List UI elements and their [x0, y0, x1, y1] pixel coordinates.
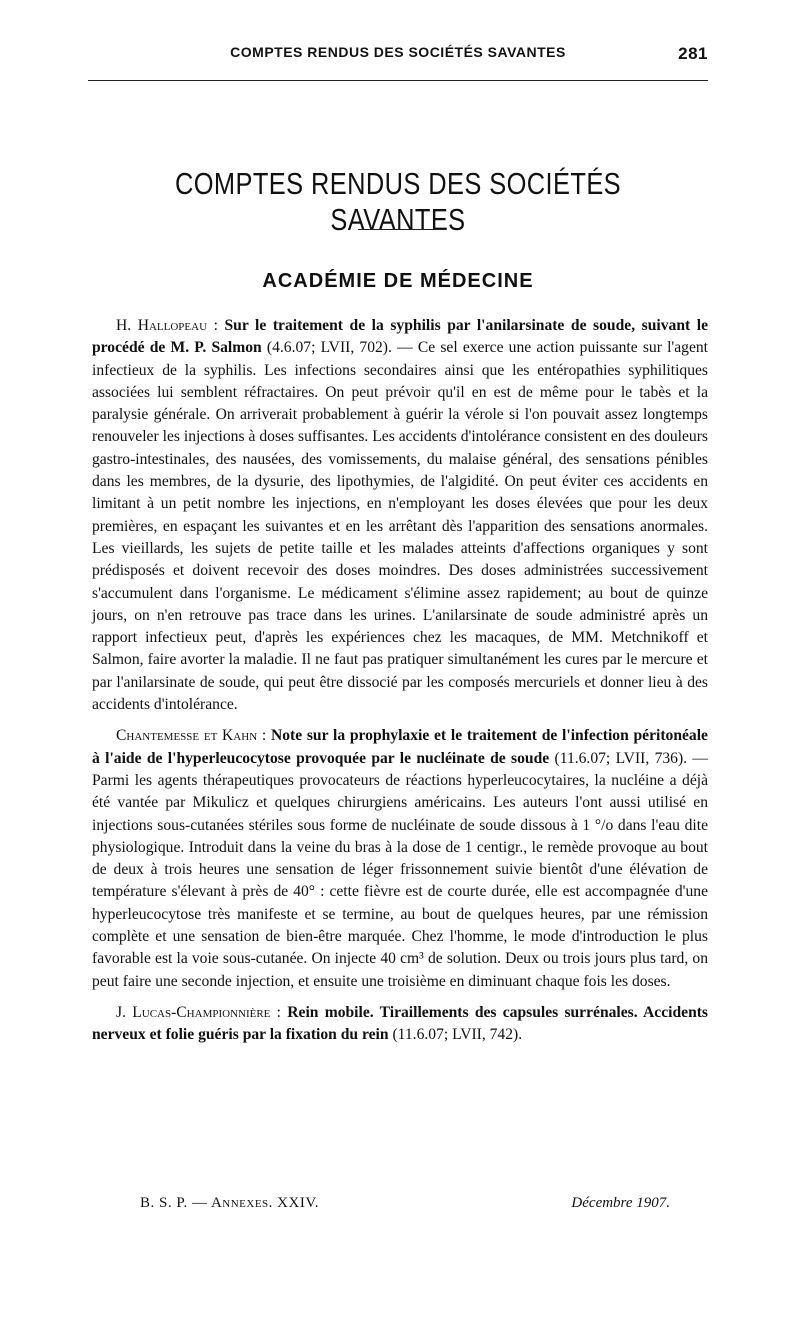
article-title: Note sur la prophylaxie et le traitement de l'infection péritonéale à l'aide de l'hyperleucocytose provoquée par le nucléinate de soude: [92, 727, 708, 767]
article-text: — Parmi les agents thérapeutiques provocateurs de réactions hyperleucocytaires, la nucléine a déjà été vantée par Mikulicz et quelques chirurgiens américains. Les auteurs l'ont aussi utilisé en injections sous-cutanées stériles sous forme de nucléinate de soude dissous à 1 °/o dans l'eau dite physiologique. Introduit dans la veine du bras à la dose de 1 centigr., le remède provoque au bout de deux à trois heures une sensation de léger frissonnement suivie bientôt d'une élévation de température s'élevant à près de 40° : cette fièvre est de courte durée, elle est accompagnée d'une hyperleucocytose très manifeste et se termine, au bout de quelques heures, par une rémission complète et une sensation de bien-être marquée. Chez l'homme, le mode d'introduction le plus favorable est la voie sous-cutanée. On injecte 40 cm³ de solution. Deux ou trois jours plus tard, on peut faire une seconde injection, et ensuite une troisième en diminuant chaque fois les doses.: [92, 749, 708, 990]
article-list: [92, 315, 708, 1056]
running-head-title: COMPTES RENDUS DES SOCIÉTÉS SAVANTES: [230, 44, 566, 60]
footer-signature: B. S. P. — Annexes. XXIV.: [140, 1195, 319, 1211]
header-rule: [88, 80, 708, 81]
main-title: COMPTES RENDUS DES SOCIÉTÉS SAVANTES: [174, 166, 622, 237]
article-chantemesse: Chantemesse et Kahn : Note sur la prophylaxie et le traitement de l'infection péritonéale à l'aide de l'hyperleucocytose provoquée par le nucléinate de soude (11.6.07; LVII, 736). — Parmi les agents thérapeutiques provocateurs de réactions hyperleucocytaires, la nucléine a déjà été vantée par Mikulicz et quelques chirurgiens américains. Les auteurs l'ont aussi utilisé en injections sous-cutanées stériles sous forme de nucléinate de soude dissous à 1 °/o dans l'eau dite physiologique. Introduit dans la veine du bras à la dose de 1 centigr., le remède provoque au bout de deux à trois heures une sensation de léger frissonnement suivie bientôt d'une élévation de température s'élevant à près de 40° : cette fièvre est de courte durée, elle est accompagnée d'une hyperleucocytose très manifeste et se termine, au bout de quelques heures, par une rémission complète et une sensation de bien-être marquée. Chez l'homme, le mode d'introduction le plus favorable est la voie sous-cutanée. On injecte 40 cm³ de solution. Deux ou trois jours plus tard, on peut faire une seconde injection, et ensuite une troisième en diminuant chaque fois les doses.: [92, 727, 708, 990]
article-hallopeau: H. Hallopeau : Sur le traitement de la syphilis par l'anilarsinate de soude, suivant le procédé de M. P. Salmon (4.6.07; LVII, 702). — Ce sel exerce une action puissante sur l'agent infectieux de la syphilis. Les infections secondaires ainsi que les entéropathies syphilitiques associées lui semblent réfractaires. On peut prévoir qu'il en est de même pour le tabès et la paralysie générale. On arriverait probablement à guérir la vérole si l'on pouvait assez longtemps renouveler les injections à doses suffisantes. Les accidents d'intolérance consistent en des douleurs gastro-intestinales, des nausées, des vomissements, du malaise général, des sensations pénibles dans les membres, de la dysurie, des lipothymies, de l'algidité. On peut éviter ces accidents en limitant à un petit nombre les injections, en n'employant les doses élevées que pour les deux premières, en espaçant les suivantes et en les arrêtant dès l'apparition des sensations anormales. Les vieillards, les sujets de petite taille et les malades atteints d'affections organiques y sont prédisposés et doivent recevoir des doses moindres. Des doses administrées successivement s'accumulent dans l'organisme. Le médicament s'élimine assez rapidement; au bout de quinze jours, on n'en retrouve pas trace dans les urines. L'anilarsinate de soude administré après un rapport infectieux peut, d'après les expériences chez les macaques, de MM. Metchnikoff et Salmon, faire avorter la maladie. Il ne faut pas pratiquer simultanément les cures par le mercure et par l'anilarsinate de soude, qui peut être dissocié par les composés mercuriels et donner lieu à des accidents d'intolérance.: [92, 317, 709, 714]
article-reference: (4.6.07; LVII, 702).: [266, 339, 392, 357]
article-text: — Ce sel exerce une action puissante sur l'agent infectieux de la syphilis. Les infections secondaires ainsi que les entéropathies syphilitiques associées lui semblent réfractaires. On peut prévoir qu'il en est de même pour le tabès et la paralysie générale. On arriverait probablement à guérir la vérole si l'on pouvait assez longtemps renouveler les injections à doses suffisantes. Les accidents d'intolérance consistent en des douleurs gastro-intestinales, des nausées, des vomissements, du malaise général, des sensations pénibles dans les membres, de la dysurie, des lipothymies, de l'algidité. On peut éviter ces accidents en limitant à un petit nombre les injections, en n'employant les doses élevées que pour les deux premières, en espaçant les suivantes et en les arrêtant dès l'apparition des sensations anormales. Les vieillards, les sujets de petite taille et les malades atteints d'affections organiques y sont prédisposés et doivent recevoir des doses moindres. Des doses administrées successivement s'accumulent dans l'organisme. Le médicament s'élimine assez rapidement; au bout de quinze jours, on n'en retrouve pas trace dans les urines. L'anilarsinate de soude administré après un rapport infectieux peut, d'après les expériences chez les macaques, de MM. Metchnikoff et Salmon, faire avorter la maladie. Il ne faut pas pratiquer simultanément les cures par le mercure et par l'anilarsinate de soude, qui peut être dissocié par les composés mercuriels et donner lieu à des accidents d'intolérance.: [92, 339, 709, 714]
article-author: H. Hallopeau: [116, 317, 208, 334]
page-footer: [140, 1195, 670, 1212]
article-title: Rein mobile. Tiraillements des capsules surrénales. Accidents nerveux et folie guéris par la fixation du rein: [92, 1003, 708, 1044]
article-title: Sur le traitement de la syphilis par l'anilarsinate de soude, suivant le procédé de M. P. Salmon: [92, 317, 708, 357]
footer-date: Décembre 1907.: [571, 1195, 670, 1211]
article-lucas-championniere: J. Lucas-Championnière : Rein mobile. Tiraillements des capsules surrénales. Accidents nerveux et folie guéris par la fixation du rein (11.6.07; LVII, 742).: [92, 1003, 708, 1044]
title-rule: [358, 229, 446, 230]
article-reference: (11.6.07; LVII, 742).: [392, 1026, 523, 1044]
article-reference: (11.6.07; LVII, 736).: [554, 749, 688, 767]
section-title: ACADÉMIE DE MÉDECINE: [262, 270, 534, 292]
page-number: 281: [678, 44, 708, 63]
article-author: J. Lucas-Championnière: [116, 1003, 271, 1021]
article-author: Chantemesse et Kahn: [116, 727, 258, 745]
running-head: [88, 44, 708, 64]
